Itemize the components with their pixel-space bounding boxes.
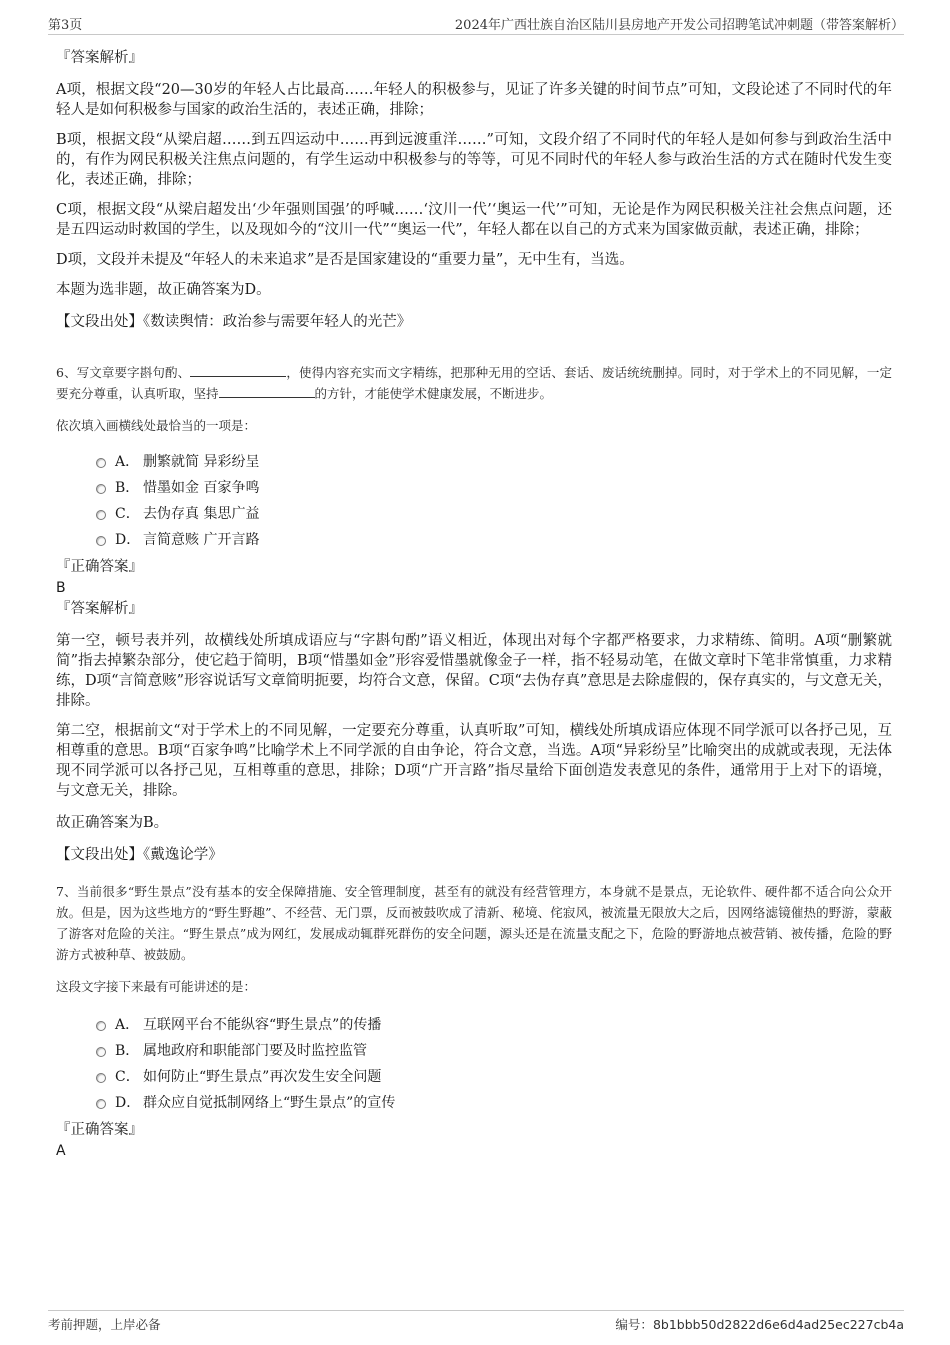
option-text: 群众应自觉抵制网络上“野生景点”的宣传 — [143, 1095, 396, 1111]
document-title: 2024年广西壮族自治区陆川县房地产开发公司招聘笔试冲刺题（带答案解析） — [454, 18, 904, 33]
q6-option-a[interactable] — [56, 449, 892, 475]
q7-answer-label: 『正确答案』 — [56, 1122, 143, 1138]
option-text: 惜墨如金 百家争鸣 — [143, 480, 260, 496]
radio-icon[interactable] — [96, 1021, 106, 1031]
q5-analysis-para: C项，根据文段“从梁启超发出‘少年强则国强’的呼喊……‘汶川一代’‘奥运一代’”可知，无论是作为网民积极关注社会焦点问题，还是五四运动时救国的学生，以及现如今的“汶川一代”“奥运一代”，年轻人都在以自己的方式来为国家做贡献，表述正确，排除； — [56, 202, 892, 238]
q6-option-b[interactable] — [56, 475, 892, 501]
option-key: B． — [115, 1043, 140, 1059]
page-header — [48, 14, 904, 35]
q5-analysis-para: D项，文段并未提及“年轻人的未来追求”是否是国家建设的“重要力量”，无中生有，当选。 — [56, 252, 634, 268]
q7-options — [56, 1012, 892, 1116]
q6-analysis-label: 『答案解析』 — [56, 601, 143, 617]
option-key: B． — [115, 480, 140, 496]
option-text: 互联网平台不能纵容“野生景点”的传播 — [143, 1017, 382, 1033]
radio-icon[interactable] — [96, 510, 106, 520]
radio-icon[interactable] — [96, 1099, 106, 1109]
option-key: D． — [115, 532, 141, 548]
radio-icon[interactable] — [96, 484, 106, 494]
q7-stem: 7、当前很多“野生景点”没有基本的安全保障措施、安全管理制度，甚至有的就没有经营管理方，本身就不是景点，无论软件、硬件都不适合向公众开放。但是，因为这些地方的“野生野趣”、不经营、无门票，反而被鼓吹成了清新、秘境、侘寂风，被流量无限放大之后，因网络滤镜催热的野游，蒙蔽了游客对危险的关注。“野生景点”成为网红，发展成动辄群死群伤的安全问题，源头还是在流量支配之下，危险的野游地点被营销、被传播，危险的野游方式被种草、被鼓励。 — [56, 884, 892, 962]
option-text: 去伪存真 集思广益 — [143, 506, 260, 522]
option-key: D． — [115, 1095, 141, 1111]
q7-answer: A — [56, 1143, 66, 1159]
code-label: 编号： — [615, 1317, 653, 1332]
q5-conclusion: 本题为选非题，故正确答案为D。 — [56, 282, 271, 298]
q7-option-d[interactable] — [56, 1090, 892, 1116]
footer-slogan: 考前押题，上岸必备 — [48, 1317, 161, 1332]
q7-option-a[interactable] — [56, 1012, 892, 1038]
q6-analysis-para: 第二空，根据前文“对于学术上的不同见解，一定要充分尊重，认真听取”可知，横线处所填成语应体现不同学派可以各抒己见，互相尊重的意思。B项“百家争鸣”比喻学术上不同学派的自由争论，符合文意，当选。A项“异彩纷呈”比喻突出的成就或表现，无法体现不同学派可以各抒己见，互相尊重的意思，排除；D项“广开言路”指尽量给下面创造发表意见的条件，通常用于上对下的语境，与文意无关，排除。 — [56, 723, 892, 799]
q6-source: 【文段出处】《戴逸论学》 — [56, 847, 223, 863]
option-text: 言简意赅 广开言路 — [143, 532, 260, 548]
radio-icon[interactable] — [96, 458, 106, 468]
option-key: C． — [115, 1069, 140, 1085]
code-value: 8b1bbb50d2822d6e6d4ad25ec227cb4a — [652, 1317, 904, 1332]
option-key: A． — [115, 1017, 140, 1033]
q6-stem-part: 的方针，才能使学术健康发展，不断进步。 — [314, 386, 553, 401]
q5-source: 【文段出处】《数读舆情：政治参与需要年轻人的光芒》 — [56, 314, 412, 330]
q6-option-d[interactable] — [56, 527, 892, 553]
q6-stem — [56, 362, 892, 404]
q5-analysis-para: B项，根据文段“从梁启超……到五四运动中……再到远渡重洋……”可知，文段介绍了不同时代的年轻人是如何参与到政治生活中的，有作为网民积极关注焦点问题的，有学生运动中积极参与的等等，可见不同时代的年轻人参与政治生活的方式在随时代发生变化，表述正确，排除； — [56, 132, 892, 188]
q6-answer-label: 『正确答案』 — [56, 559, 143, 575]
q6-option-c[interactable] — [56, 501, 892, 527]
q7-option-b[interactable] — [56, 1038, 892, 1064]
main-content — [56, 48, 892, 1160]
q7-prompt: 这段文字接下来最有可能讲述的是： — [56, 979, 257, 994]
radio-icon[interactable] — [96, 1073, 106, 1083]
q6-blank-1 — [190, 364, 286, 377]
option-key: A． — [115, 454, 140, 470]
q6-stem-part: ，使得内容充实而文字精练，把那种无用的空话、套话、废话统统删掉。同时，对于学术上的不同见解，一定要充分尊重，认真听取，坚持 — [56, 365, 892, 401]
q6-prompt: 依次填入画横线处最恰当的一项是： — [56, 418, 257, 433]
q5-analysis-para: A项，根据文段“20—30岁的年轻人占比最高……年轻人的积极参与，见证了许多关键的时间节点”可知，文段论述了不同时代的年轻人是如何积极参与国家的政治生活的，表述正确，排除； — [56, 82, 892, 118]
document-code — [615, 1315, 904, 1333]
q6-answer: B — [56, 580, 66, 596]
q5-analysis-label: 『答案解析』 — [56, 50, 143, 66]
q6-stem-part: 6、写文章要字斟句酌、 — [56, 365, 191, 380]
option-key: C． — [115, 506, 140, 522]
page-number: 第3页 — [48, 18, 83, 33]
option-text: 如何防止“野生景点”再次发生安全问题 — [143, 1069, 382, 1085]
q7-option-c[interactable] — [56, 1064, 892, 1090]
q6-analysis-para: 第一空，顿号表并列，故横线处所填成语应与“字斟句酌”语义相近，体现出对每个字都严格要求，力求精练、简明。A项“删繁就简”指去掉繁杂部分，使它趋于简明，B项“惜墨如金”形容爱惜墨就像金子一样，指不轻易动笔，在做文章时下笔非常慎重，力求精练，D项“言简意赅”形容说话写文章简明扼要，均符合文意，保留。C项“去伪存真”意思是去除虚假的，保存真实的，与文意无关，排除。 — [56, 633, 892, 709]
option-text: 属地政府和职能部门要及时监控监管 — [143, 1043, 367, 1059]
radio-icon[interactable] — [96, 536, 106, 546]
radio-icon[interactable] — [96, 1047, 106, 1057]
option-text: 删繁就简 异彩纷呈 — [143, 454, 260, 470]
q6-conclusion: 故正确答案为B。 — [56, 815, 169, 831]
page-footer — [48, 1310, 904, 1332]
q6-blank-2 — [219, 385, 315, 398]
q6-options — [56, 449, 892, 553]
